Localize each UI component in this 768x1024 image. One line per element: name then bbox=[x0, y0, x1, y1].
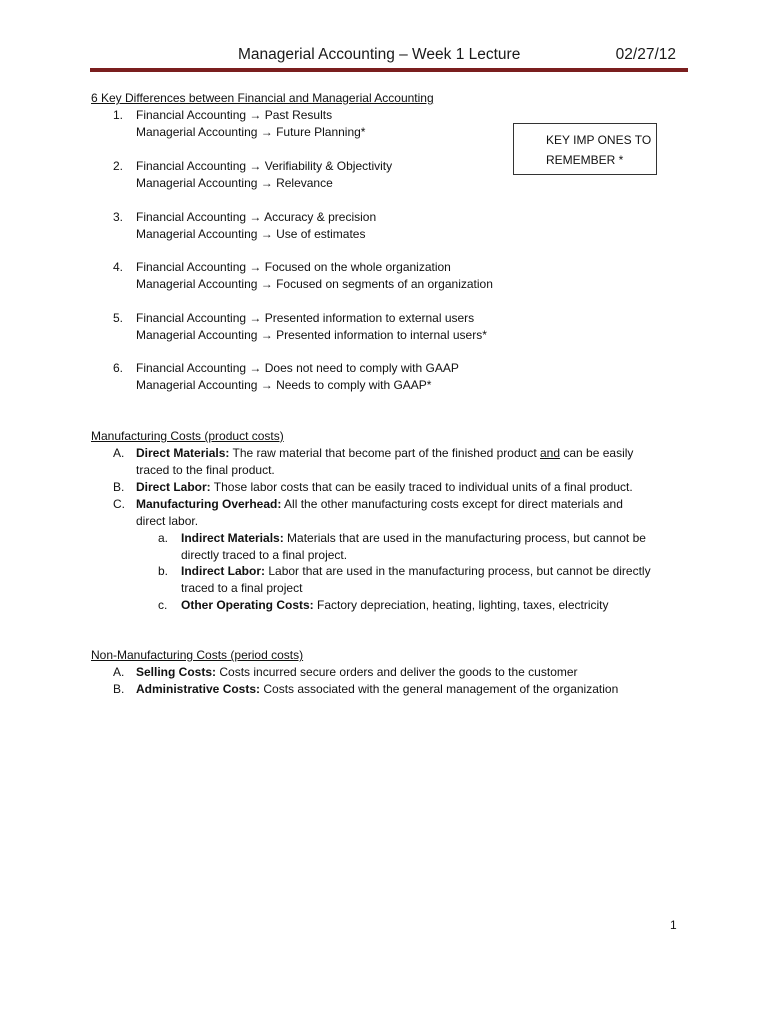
section-heading-manufacturing: Manufacturing Costs (product costs) bbox=[91, 429, 284, 443]
list-item-continuation: traced to the final product. bbox=[136, 463, 275, 477]
list-item-financial: Financial Accounting → Does not need to comply with GAAP bbox=[136, 361, 459, 375]
list-item-direct-materials bbox=[136, 445, 633, 462]
sublist-item-continuation: traced to a final project bbox=[181, 581, 303, 595]
list-letter: C. bbox=[113, 497, 125, 511]
page-title: Managerial Accounting – Week 1 Lecture bbox=[238, 46, 521, 63]
term-label: Administrative Costs: bbox=[136, 682, 261, 696]
term-label: Other Operating Costs: bbox=[181, 598, 314, 612]
term-label: Direct Materials: bbox=[136, 446, 230, 460]
definition-text: Labor that are used in the manufacturing process, but cannot be directly bbox=[265, 564, 651, 578]
list-item-financial: Financial Accounting → Focused on the whole organization bbox=[136, 260, 451, 274]
list-item-manufacturing-overhead bbox=[136, 496, 623, 513]
definition-text: Factory depreciation, heating, lighting, taxes, electricity bbox=[313, 598, 609, 612]
header-divider bbox=[90, 68, 688, 72]
page-date: 02/27/12 bbox=[615, 46, 676, 63]
definition-text: Those labor costs that can be easily traced to individual units of a final product. bbox=[210, 480, 633, 494]
list-letter: A. bbox=[113, 665, 125, 679]
list-letter: B. bbox=[113, 480, 125, 494]
definition-text: Costs incurred secure orders and deliver the goods to the customer bbox=[216, 665, 578, 679]
list-item-direct-labor bbox=[136, 479, 633, 496]
list-item-managerial: Managerial Accounting → Presented information to internal users* bbox=[136, 328, 487, 342]
sublist-letter: b. bbox=[158, 564, 169, 578]
definition-text: can be easily bbox=[560, 446, 634, 460]
section-heading-differences: 6 Key Differences between Financial and Managerial Accounting bbox=[91, 91, 434, 105]
list-number: 5. bbox=[113, 311, 124, 325]
list-item-financial: Financial Accounting → Accuracy & precision bbox=[136, 210, 377, 224]
sublist-letter: c. bbox=[158, 598, 168, 612]
definition-text: Materials that are used in the manufacturing process, but cannot be bbox=[283, 531, 646, 545]
list-number: 4. bbox=[113, 260, 124, 274]
definition-text: All the other manufacturing costs except for direct materials and bbox=[281, 497, 623, 511]
list-item-selling-costs bbox=[136, 664, 578, 681]
list-item-continuation: direct labor. bbox=[136, 514, 199, 528]
page-number: 1 bbox=[670, 918, 677, 932]
definition-text: Costs associated with the general management of the organization bbox=[260, 682, 619, 696]
section-heading-non-manufacturing: Non-Manufacturing Costs (period costs) bbox=[91, 648, 304, 662]
list-letter: A. bbox=[113, 446, 125, 460]
list-item-administrative-costs bbox=[136, 681, 618, 698]
sublist-item-other-operating-costs bbox=[181, 597, 609, 614]
list-item-managerial: Managerial Accounting → Future Planning* bbox=[136, 125, 366, 139]
sublist-letter: a. bbox=[158, 531, 169, 545]
key-callout-box bbox=[513, 123, 657, 175]
term-label: Indirect Materials: bbox=[181, 531, 284, 545]
term-label: Indirect Labor: bbox=[181, 564, 266, 578]
list-item-financial: Financial Accounting → Presented information to external users bbox=[136, 311, 475, 325]
term-label: Selling Costs: bbox=[136, 665, 217, 679]
list-item-managerial: Managerial Accounting → Focused on segments of an organization bbox=[136, 277, 493, 291]
list-number: 2. bbox=[113, 159, 124, 173]
list-item-managerial: Managerial Accounting → Needs to comply with GAAP* bbox=[136, 378, 432, 392]
sublist-item-continuation: directly traced to a final project. bbox=[181, 548, 348, 562]
emphasis-text: and bbox=[540, 446, 561, 460]
callout-line-2: REMEMBER * bbox=[546, 153, 624, 167]
sublist-item-indirect-labor bbox=[181, 563, 651, 580]
list-item-managerial: Managerial Accounting → Relevance bbox=[136, 176, 333, 190]
term-label: Direct Labor: bbox=[136, 480, 211, 494]
list-item-managerial: Managerial Accounting → Use of estimates bbox=[136, 227, 366, 241]
list-letter: B. bbox=[113, 682, 125, 696]
term-label: Manufacturing Overhead: bbox=[136, 497, 282, 511]
callout-line-1: KEY IMP ONES TO bbox=[546, 133, 652, 147]
list-item-financial: Financial Accounting → Verifiability & Objectivity bbox=[136, 159, 393, 173]
sublist-item-indirect-materials bbox=[181, 530, 646, 547]
list-item-financial: Financial Accounting → Past Results bbox=[136, 108, 333, 122]
list-number: 6. bbox=[113, 361, 124, 375]
list-number: 1. bbox=[113, 108, 124, 122]
definition-text: The raw material that become part of the finished product bbox=[229, 446, 540, 460]
list-number: 3. bbox=[113, 210, 124, 224]
